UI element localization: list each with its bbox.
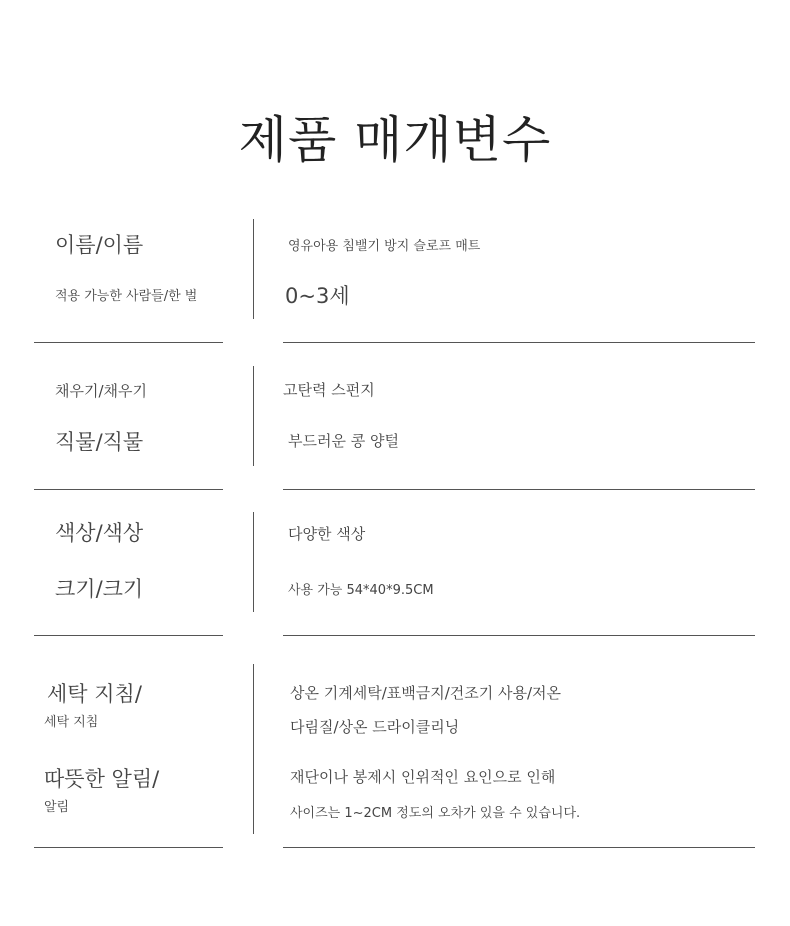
- value-name: 영유아용 침밸기 방지 슬로프 매트: [288, 239, 481, 254]
- value-applicable: 0~3세: [285, 284, 350, 308]
- label-filling: 채우기/채우기: [55, 382, 147, 400]
- page-title: 제품 매개변수: [238, 111, 552, 169]
- divider-vertical: [253, 664, 254, 834]
- value-washing-line1: 상온 기계세탁/표백금지/건조기 사용/저온: [290, 684, 562, 702]
- value-notice-line1: 재단이나 봉제시 인위적인 요인으로 인해: [290, 768, 556, 786]
- label-notice: 따뜻한 알림/: [44, 767, 160, 791]
- divider-horizontal: [283, 489, 755, 490]
- label-size: 크기/크기: [55, 577, 144, 601]
- label-washing: 세탁 지침/: [47, 682, 142, 706]
- label-applicable: 적용 가능한 사람들/한 벌: [55, 289, 198, 304]
- divider-horizontal: [34, 489, 223, 490]
- value-fabric: 부드러운 콩 양털: [288, 432, 399, 450]
- label-color: 색상/색상: [55, 521, 144, 545]
- value-color: 다양한 색상: [288, 525, 366, 543]
- label-washing-sub: 세탁 지침: [44, 715, 99, 730]
- divider-horizontal: [34, 342, 223, 343]
- divider-vertical: [253, 366, 254, 466]
- value-filling: 고탄력 스펀지: [283, 381, 375, 399]
- value-size: 사용 가능 54*40*9.5CM: [288, 583, 434, 598]
- divider-horizontal: [34, 635, 223, 636]
- divider-vertical: [253, 219, 254, 319]
- label-notice-sub: 알림: [44, 800, 70, 815]
- value-notice-line2: 사이즈는 1~2CM 정도의 오차가 있을 수 있습니다.: [290, 806, 581, 821]
- label-fabric: 직물/직물: [55, 430, 144, 454]
- divider-horizontal: [283, 847, 755, 848]
- divider-horizontal: [34, 847, 223, 848]
- divider-horizontal: [283, 635, 755, 636]
- label-name: 이름/이름: [55, 233, 144, 257]
- divider-horizontal: [283, 342, 755, 343]
- value-washing-line2: 다림질/상온 드라이클리닝: [290, 718, 460, 736]
- divider-vertical: [253, 512, 254, 612]
